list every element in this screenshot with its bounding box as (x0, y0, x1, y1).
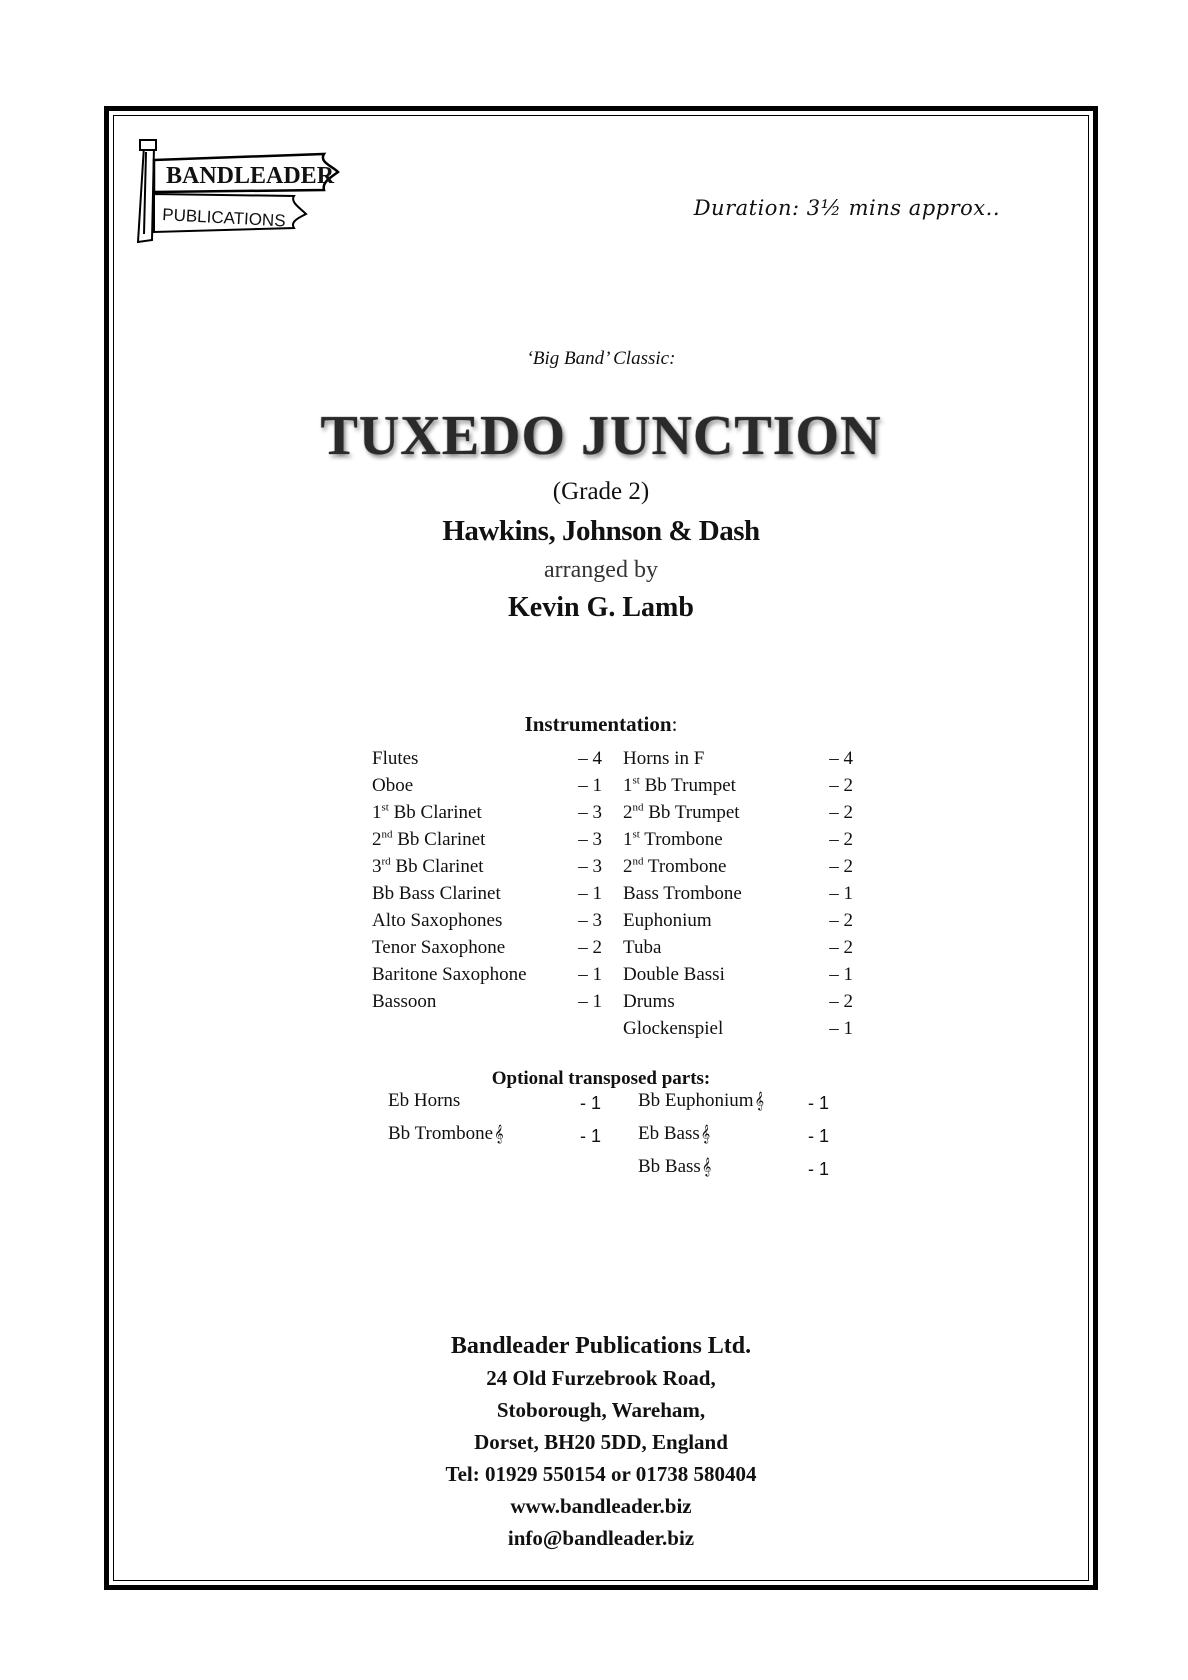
treble-clef-icon: 𝄞 (754, 1091, 765, 1110)
instrument-label: Trombone (639, 828, 723, 850)
instrument-ordinal-suffix: nd (381, 828, 393, 841)
instrument-label: Double Bassi (623, 963, 725, 985)
instrument-label: Bass Trombone (623, 882, 742, 904)
treble-clef-icon: 𝄞 (494, 1124, 504, 1143)
instrument-name (623, 880, 819, 907)
instrument-row (623, 826, 853, 853)
instrument-name (623, 961, 819, 988)
instrument-row (372, 907, 602, 934)
instrument-name (372, 853, 568, 880)
instrumentation-heading-text: Instrumentation (524, 712, 672, 736)
instrument-row (623, 853, 853, 880)
instrument-label: Glockenspiel (623, 1017, 724, 1039)
instrument-row (623, 772, 853, 799)
instrument-count: – 1 (578, 774, 602, 796)
instrument-name (623, 934, 819, 961)
publisher-website-link[interactable]: www.bandleader.biz (510, 1494, 692, 1518)
optional-part-name: Bb Euphonium𝄞 (638, 1090, 765, 1111)
instrument-label: Bassoon (372, 990, 437, 1012)
instrument-row (372, 853, 602, 880)
instrument-name (372, 745, 568, 772)
instrument-count: – 2 (829, 855, 853, 877)
instrument-ordinal: 1 (372, 801, 382, 823)
instrument-name (372, 907, 568, 934)
instrument-count: – 2 (829, 936, 853, 958)
treble-clef-icon: 𝄞 (700, 1124, 711, 1143)
instrument-ordinal: 2 (623, 855, 633, 877)
instrument-count: – 2 (578, 936, 602, 958)
instrument-name (372, 772, 568, 799)
instrument-count: – 2 (829, 774, 853, 796)
instrumentation-heading (113, 712, 1089, 737)
instrumentation-heading-colon: : (671, 712, 678, 736)
instrument-label: Oboe (372, 774, 414, 796)
publisher-address-line: Dorset, BH20 5DD, England (474, 1430, 728, 1454)
instrument-ordinal-suffix: st (632, 774, 640, 787)
instrument-name (372, 826, 568, 853)
instrument-name (623, 988, 819, 1015)
publisher-email-link[interactable]: info@bandleader.biz (507, 1526, 695, 1550)
instrument-count: – 2 (829, 990, 853, 1012)
instrument-name (623, 1015, 819, 1042)
instrument-name (623, 907, 819, 934)
duration-text: Duration: 3½ mins approx.. (693, 196, 1000, 220)
page-title: TUXEDO JUNCTION (320, 405, 882, 467)
optional-part-count: - 1 (808, 1159, 830, 1179)
instrument-label: Bb Trumpet (643, 801, 740, 823)
instrument-count: – 2 (829, 909, 853, 931)
instrument-row (623, 745, 853, 772)
instrument-label: Flutes (372, 747, 419, 769)
grade-text: (Grade 2) (552, 478, 650, 505)
instrument-label: Bb Trumpet (639, 774, 736, 796)
instrument-label: Bb Clarinet (392, 828, 486, 850)
instrument-ordinal-suffix: st (381, 801, 389, 814)
instrument-ordinal-suffix: nd (632, 855, 644, 868)
optional-parts-heading: Optional transposed parts: (491, 1068, 711, 1089)
instrument-count: – 1 (578, 990, 602, 1012)
composers: Hawkins, Johnson & Dash (442, 515, 760, 547)
instrument-ordinal: 1 (623, 828, 633, 850)
instrument-row (623, 988, 853, 1015)
arranger-name: Kevin G. Lamb (508, 592, 694, 623)
instrument-label: Trombone (643, 855, 727, 877)
subtitle: ‘Big Band’ Classic: (526, 348, 676, 369)
optional-part-count: - 1 (580, 1126, 602, 1146)
bandleader-logo (124, 138, 364, 248)
instrument-row (623, 961, 853, 988)
instrument-row (372, 772, 602, 799)
optional-part-name: Eb Horns (388, 1090, 461, 1111)
instrument-name (623, 745, 819, 772)
instrument-count: – 3 (578, 801, 602, 823)
instrument-ordinal-suffix: rd (381, 855, 391, 868)
instrument-label: Bb Clarinet (388, 801, 482, 823)
logo-line1: BANDLEADER (166, 163, 335, 189)
instrument-row (372, 961, 602, 988)
instrument-row (623, 1015, 853, 1042)
instrument-ordinal: 3 (372, 855, 382, 877)
instrument-name (623, 826, 819, 853)
publisher-phone: Tel: 01929 550154 or 01738 580404 (445, 1462, 757, 1486)
instrument-label: Bb Clarinet (390, 855, 484, 877)
arranged-by-label: arranged by (544, 557, 658, 583)
instrument-list-left (372, 745, 602, 1015)
instrument-label: Euphonium (623, 909, 712, 931)
instrument-count: – 4 (829, 747, 853, 769)
publisher-name: Bandleader Publications Ltd. (450, 1333, 752, 1359)
instrument-ordinal: 2 (623, 801, 633, 823)
instrument-name (372, 880, 568, 907)
optional-part-count: - 1 (808, 1126, 830, 1146)
instrument-label: Alto Saxophones (372, 909, 503, 931)
optional-part-count: - 1 (580, 1093, 602, 1113)
instrument-label: Tuba (623, 936, 662, 958)
optional-part-name: Eb Bass𝄞 (638, 1123, 711, 1144)
instrument-count: – 1 (578, 963, 602, 985)
instrument-row (372, 880, 602, 907)
logo-line2: PUBLICATIONS (161, 205, 287, 231)
optional-part-count: - 1 (808, 1093, 830, 1113)
instrument-label: Tenor Saxophone (372, 936, 506, 958)
treble-clef-icon: 𝄞 (701, 1157, 712, 1176)
instrument-ordinal-suffix: st (632, 828, 640, 841)
instrument-count: – 3 (578, 828, 602, 850)
instrument-ordinal: 2 (372, 828, 382, 850)
optional-part-name: Bb Bass𝄞 (638, 1156, 712, 1177)
instrument-count: – 2 (829, 828, 853, 850)
instrument-label: Drums (623, 990, 675, 1012)
instrument-name (372, 934, 568, 961)
instrument-name (623, 799, 819, 826)
instrument-name (372, 961, 568, 988)
instrument-count: – 1 (829, 1017, 853, 1039)
instrument-name (623, 853, 819, 880)
instrument-count: – 2 (829, 801, 853, 823)
instrument-count: – 1 (829, 963, 853, 985)
instrument-name (372, 988, 568, 1015)
instrument-row (372, 745, 602, 772)
publisher-address-line: 24 Old Furzebrook Road, (486, 1366, 716, 1390)
instrument-row (372, 799, 602, 826)
instrument-row (372, 988, 602, 1015)
instrument-label: Bb Bass Clarinet (372, 882, 501, 904)
optional-part-name: Bb Trombone𝄞 (388, 1123, 504, 1144)
instrument-count: – 1 (829, 882, 853, 904)
instrument-row (372, 826, 602, 853)
instrument-name (372, 799, 568, 826)
instrument-row (623, 880, 853, 907)
instrument-name (623, 772, 819, 799)
instrument-ordinal: 1 (623, 774, 633, 796)
instrument-label: Horns in F (623, 747, 705, 769)
instrument-row (623, 907, 853, 934)
instrument-row (623, 799, 853, 826)
instrument-count: – 4 (578, 747, 602, 769)
instrument-row (372, 934, 602, 961)
publisher-address-line: Stoborough, Wareham, (496, 1398, 706, 1422)
instrument-row (623, 934, 853, 961)
instrument-label: Baritone Saxophone (372, 963, 527, 985)
instrument-ordinal-suffix: nd (632, 801, 644, 814)
instrument-count: – 1 (578, 882, 602, 904)
instrument-list-right (623, 745, 853, 1042)
instrument-count: – 3 (578, 855, 602, 877)
instrument-count: – 3 (578, 909, 602, 931)
